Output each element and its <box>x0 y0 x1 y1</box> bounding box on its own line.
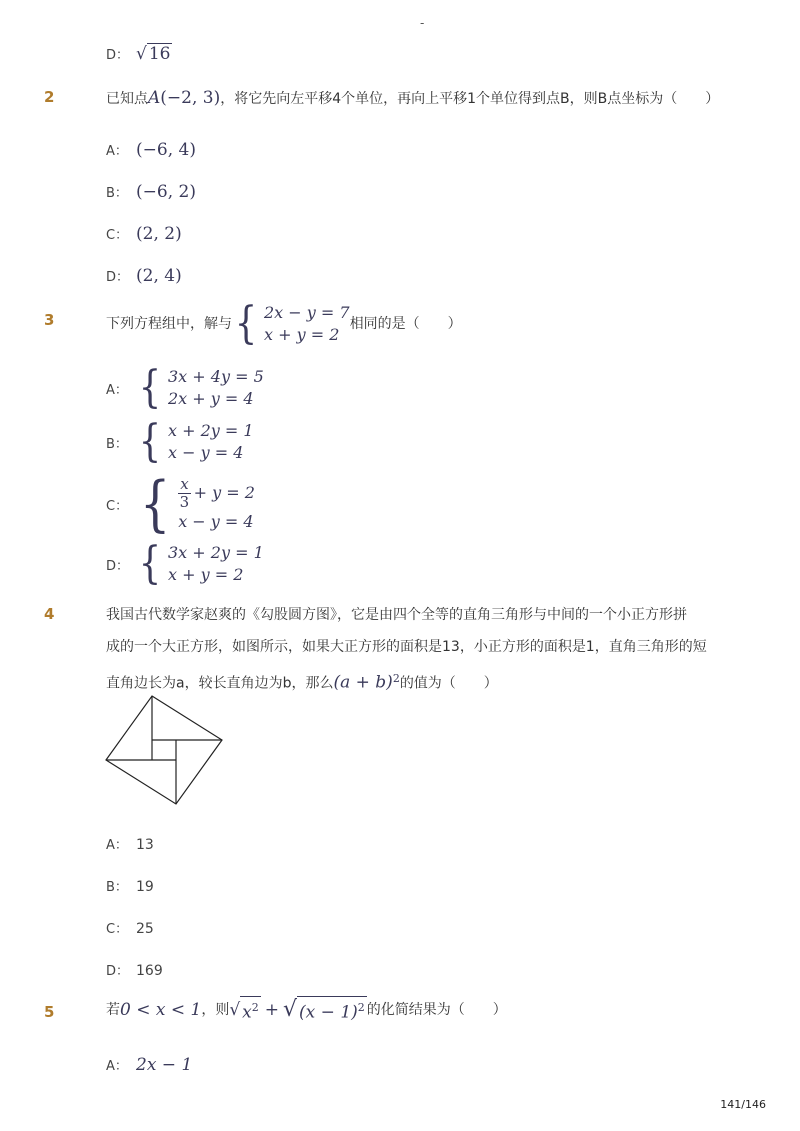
equation-row: x + y = 2 <box>168 565 244 584</box>
q3-option-d[interactable] <box>106 538 264 589</box>
question-number-2: 2 <box>44 88 55 106</box>
option-label: A： <box>106 382 128 398</box>
sqrt-sign: √ <box>136 44 147 64</box>
question-5-stem <box>106 996 507 1024</box>
sqrt-sign: √ <box>283 996 298 1022</box>
radicand-base: (x − 1) <box>299 1002 358 1023</box>
q4-option-b[interactable] <box>106 876 154 895</box>
option-label: C： <box>106 922 129 937</box>
brace-icon: { <box>138 416 162 467</box>
option-label: A： <box>106 144 128 159</box>
brace-icon: { <box>139 469 171 539</box>
exponent: 2 <box>251 1001 259 1014</box>
option-value: (2, 4) <box>136 266 182 286</box>
option-value: (−6, 4) <box>136 140 196 160</box>
q4-option-c[interactable] <box>106 918 154 937</box>
option-value: 2x − 1 <box>136 1055 193 1075</box>
option-value: 25 <box>136 921 154 937</box>
sqrt-sign: √ <box>229 999 241 1020</box>
page-number: 141/146 <box>720 1098 766 1111</box>
question-4-line-1: 我国古代数学家赵爽的《勾股圆方图》，它是由四个全等的直角三角形与中间的一个小正方形拼 <box>106 607 687 623</box>
q2-option-b[interactable] <box>106 182 196 202</box>
equation-row: x − y = 4 <box>168 443 244 462</box>
equation-row: x + 2y = 1 <box>168 421 254 440</box>
option-label: B： <box>106 186 128 201</box>
question-3-stem <box>106 298 462 349</box>
radicand-base: x <box>242 1002 252 1023</box>
radicand <box>240 996 261 1024</box>
option-value: 19 <box>136 879 154 895</box>
equation-row: + y = 2 <box>193 483 255 502</box>
q3-option-c[interactable] <box>106 469 255 539</box>
condition: 0 < x < 1 <box>120 999 202 1020</box>
q5-option-a[interactable] <box>106 1055 192 1075</box>
header-mark: - <box>420 16 425 30</box>
expression: (a + b) <box>333 672 393 693</box>
radicand <box>297 996 367 1024</box>
equation-row: x + y = 2 <box>264 325 340 344</box>
brace-icon: { <box>234 298 258 349</box>
option-label: C： <box>106 228 129 243</box>
option-label: D： <box>106 558 130 574</box>
stem-text: 的值为（ ） <box>399 675 498 692</box>
equation-system <box>136 469 255 539</box>
equation-system <box>232 298 350 349</box>
question-2-stem <box>106 87 719 110</box>
fraction-denominator: 3 <box>179 492 190 511</box>
option-value: 13 <box>136 837 154 853</box>
point-name: A <box>148 88 161 108</box>
q3-option-b[interactable] <box>106 416 254 467</box>
stem-text: 相同的是（ ） <box>349 316 462 332</box>
q4-option-a[interactable] <box>106 834 154 853</box>
option-value: (2, 2) <box>136 224 182 244</box>
option-value: (−6, 2) <box>136 182 196 202</box>
option-label: B： <box>106 880 128 895</box>
radicand: 16 <box>148 44 171 64</box>
equation-row: 3x + 4y = 5 <box>168 367 264 386</box>
option-label: C： <box>106 498 129 514</box>
point-coords: (−2, 3) <box>160 88 221 108</box>
fraction-numerator: x <box>180 474 189 493</box>
brace-icon: { <box>138 538 162 589</box>
option-label: D： <box>106 964 130 979</box>
equation-row: 2x + y = 4 <box>168 389 254 408</box>
fraction <box>178 476 190 511</box>
stem-text: 直角边长为a，较长直角边为b，那么 <box>106 675 334 692</box>
plus-sign: + <box>264 999 280 1020</box>
equation-system <box>136 538 264 589</box>
q2-option-d[interactable] <box>106 266 182 286</box>
q4-option-d[interactable] <box>106 960 163 979</box>
stem-text: 的化简结果为（ ） <box>366 1001 507 1018</box>
q2-option-c[interactable] <box>106 224 182 244</box>
equation-row: 2x − y = 7 <box>264 303 350 322</box>
stem-text: 下列方程组中，解与 <box>106 316 232 332</box>
equation-row: 3x + 2y = 1 <box>168 543 264 562</box>
question-number-4: 4 <box>44 605 55 623</box>
exponent: 2 <box>357 1001 365 1014</box>
exponent: 2 <box>392 672 400 685</box>
option-label: D： <box>106 270 130 285</box>
stem-text: ，将它先向左平移4个单位，再向上平移1个单位得到点B，则B点坐标为（ ） <box>220 91 720 107</box>
question-number-3: 3 <box>44 311 55 329</box>
large-square-outline <box>106 696 222 804</box>
q3-option-a[interactable] <box>106 362 264 413</box>
stem-text: 已知点 <box>106 91 148 107</box>
prev-option-d[interactable] <box>106 44 172 64</box>
stem-text: ，则 <box>201 1001 230 1018</box>
equation-system <box>136 362 264 413</box>
zhao-shuang-diagram <box>100 690 230 810</box>
stem-text: 若 <box>106 1001 120 1018</box>
brace-icon: { <box>138 362 162 413</box>
equation-system <box>136 416 254 467</box>
question-number-5: 5 <box>44 1003 55 1021</box>
question-4-line-2: 成的一个大正方形，如图所示，如果大正方形的面积是13，小正方形的面积是1，直角三角形的短 <box>106 639 707 655</box>
option-label: A： <box>106 838 128 853</box>
option-value: 169 <box>136 963 163 979</box>
q2-option-a[interactable] <box>106 140 196 160</box>
option-label: A： <box>106 1059 128 1074</box>
option-label: B： <box>106 436 128 452</box>
equation-row: x − y = 4 <box>178 511 254 531</box>
option-label: D： <box>106 48 130 63</box>
